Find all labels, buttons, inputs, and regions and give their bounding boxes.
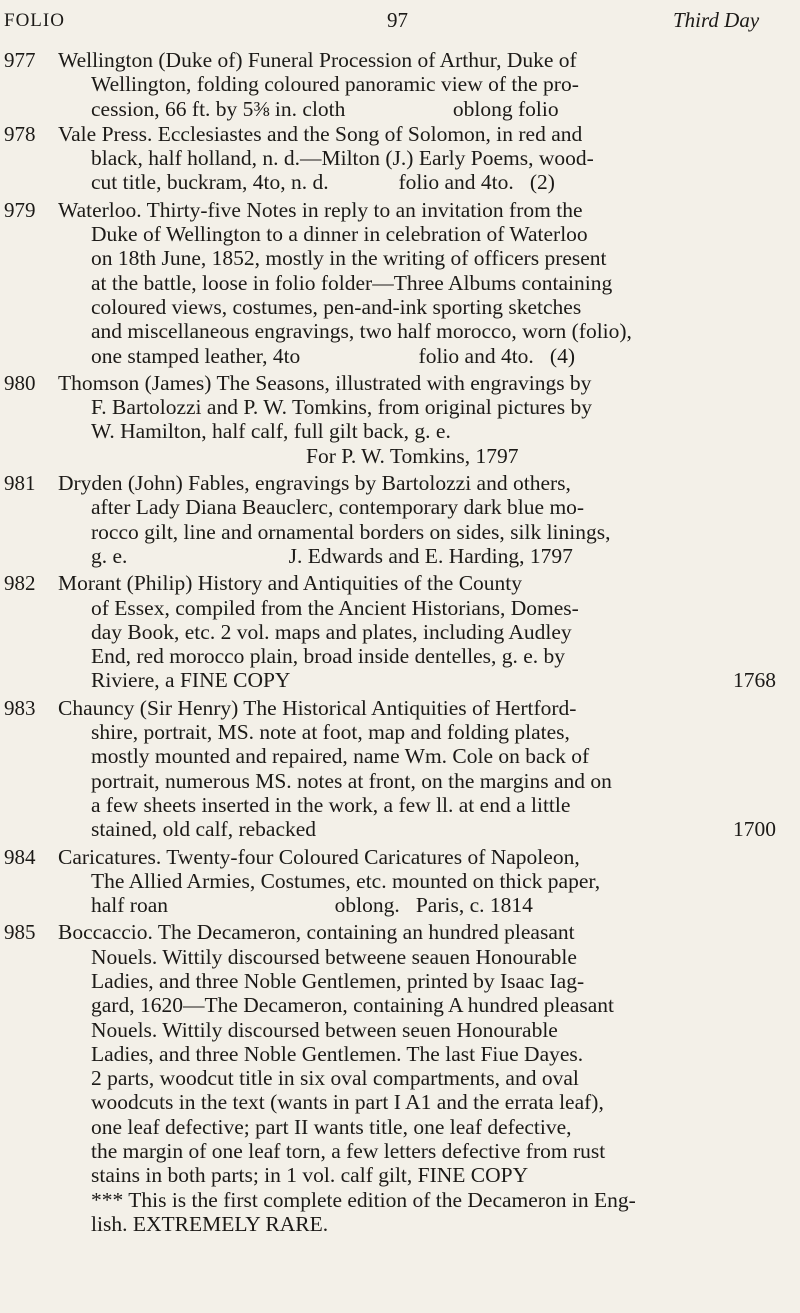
lot-line-row <box>58 817 780 841</box>
lot-line: Dryden (John) Fables, engravings by Bartolozzi and others, <box>58 471 571 496</box>
lot-line: cession, 66 ft. by 5⅜ in. cloth oblong folio <box>91 96 559 121</box>
lot-line: Thomson (James) The Seasons, illustrated with engravings by <box>58 370 592 395</box>
lot-description <box>58 48 780 121</box>
lot-line: g. e. J. Edwards and E. Harding, 1797 <box>91 543 573 568</box>
lot-date: 1768 <box>733 668 776 693</box>
lot-line: coloured views, costumes, pen-and-ink sporting sketches <box>91 294 582 319</box>
lot-description <box>58 571 780 692</box>
lot-entry <box>0 696 800 842</box>
lot-line: black, half holland, n. d.—Milton (J.) Early Poems, wood- <box>91 146 594 171</box>
lot-entry <box>0 198 800 368</box>
lot-description <box>58 471 780 568</box>
lot-entry <box>0 122 800 195</box>
lot-line: at the battle, loose in folio folder—Three Albums containing <box>91 270 613 295</box>
lot-number: 979 <box>4 197 36 222</box>
lot-line: The Allied Armies, Costumes, etc. mounted on thick paper, <box>91 868 601 893</box>
lot-line: For P. W. Tomkins, 1797 <box>91 443 519 468</box>
lot-entry <box>0 845 800 918</box>
lot-description <box>58 198 780 368</box>
lot-line: End, red morocco plain, broad inside dentelles, g. e. by <box>91 644 566 669</box>
lot-line: and miscellaneous engravings, two half morocco, worn (folio), <box>91 319 632 344</box>
lot-line: Duke of Wellington to a dinner in celebration of Waterloo <box>91 222 588 247</box>
lot-line: Chauncy (Sir Henry) The Historical Antiquities of Hertford- <box>58 695 577 720</box>
running-header <box>0 8 800 40</box>
lot-line: F. Bartolozzi and P. W. Tomkins, from original pictures by <box>91 395 592 420</box>
lot-line: 2 parts, woodcut title in six oval compartments, and oval <box>91 1066 579 1091</box>
lot-description <box>58 122 780 195</box>
lot-list <box>0 48 800 1239</box>
header-day: Third Day <box>673 8 760 32</box>
lot-line: gard, 1620—The Decameron, containing A hundred pleasant <box>91 993 615 1018</box>
lot-line: after Lady Diana Beauclerc, contemporary dark blue mo- <box>91 495 585 520</box>
lot-line: Vale Press. Ecclesiastes and the Song of Solomon, in red and <box>58 121 583 146</box>
lot-line-row <box>58 668 780 692</box>
lot-number: 977 <box>4 48 36 72</box>
lot-line: half roan oblong. Paris, c. 1814 <box>91 893 533 918</box>
lot-line: day Book, etc. 2 vol. maps and plates, including Audley <box>91 619 572 644</box>
lot-line: Caricatures. Twenty-four Coloured Caricatures of Napoleon, <box>58 844 580 869</box>
page-number: 97 <box>387 8 408 32</box>
lot-number: 978 <box>4 121 36 146</box>
lot-date: 1700 <box>733 817 776 842</box>
lot-line: lish. EXTREMELY RARE. <box>91 1211 329 1236</box>
lot-line: W. Hamilton, half calf, full gilt back, g. e. <box>91 419 451 444</box>
lot-description <box>58 696 780 842</box>
lot-line: Nouels. Wittily discoursed between seuen Honourable <box>91 1017 558 1042</box>
lot-entry <box>0 571 800 692</box>
lot-line: stained, old calf, rebacked <box>91 817 317 842</box>
lot-description <box>58 920 780 1236</box>
lot-line: cut title, buckram, 4to, n. d. folio and 4to. (2) <box>91 170 555 195</box>
lot-line: Boccaccio. The Decameron, containing an hundred pleasant <box>58 920 575 945</box>
lot-line: Ladies, and three Noble Gentlemen. The last Fiue Dayes. <box>91 1041 584 1066</box>
lot-line: one stamped leather, 4to folio and 4to. (4) <box>91 343 575 368</box>
lot-line: woodcuts in the text (wants in part I A1 and the errata leaf), <box>91 1090 604 1115</box>
lot-line: one leaf defective; part II wants title, one leaf defective, <box>91 1114 572 1139</box>
lot-line: Nouels. Wittily discoursed betweene seauen Honourable <box>91 944 577 969</box>
lot-line: the margin of one leaf torn, a few letters defective from rust <box>91 1139 606 1164</box>
lot-entry <box>0 471 800 568</box>
lot-line: stains in both parts; in 1 vol. calf gilt, FINE COPY <box>91 1163 529 1188</box>
lot-line: on 18th June, 1852, mostly in the writing of officers present <box>91 246 607 271</box>
lot-number: 980 <box>4 370 36 395</box>
lot-line: rocco gilt, line and ornamental borders on sides, silk linings, <box>91 519 611 544</box>
lot-line: portrait, numerous MS. notes at front, on the margins and on <box>91 768 612 793</box>
lot-line: Morant (Philip) History and Antiquities of the County <box>58 571 523 596</box>
lot-line: Waterloo. Thirty-five Notes in reply to an invitation from the <box>58 197 583 222</box>
header-folio: FOLIO <box>4 10 65 31</box>
lot-description <box>58 845 780 918</box>
lot-line: of Essex, compiled from the Ancient Historians, Domes- <box>91 595 579 620</box>
lot-entry <box>0 48 800 121</box>
lot-number: 982 <box>4 571 36 596</box>
lot-line: a few sheets inserted in the work, a few ll. at end a little <box>91 792 571 817</box>
lot-entry <box>0 371 800 468</box>
lot-line: Ladies, and three Noble Gentlemen, printed by Isaac Iag- <box>91 968 585 993</box>
lot-line: mostly mounted and repaired, name Wm. Cole on back of <box>91 744 590 769</box>
lot-number: 981 <box>4 471 36 496</box>
lot-line: shire, portrait, MS. note at foot, map and folding plates, <box>91 720 570 745</box>
lot-entry <box>0 920 800 1236</box>
lot-line: Riviere, a FINE COPY <box>91 668 291 693</box>
lot-number: 983 <box>4 695 36 720</box>
lot-line: Wellington (Duke of) Funeral Procession of Arthur, Duke of <box>58 48 577 72</box>
lot-line: *** This is the first complete edition of the Decameron in Eng- <box>91 1187 636 1212</box>
lot-line: Wellington, folding coloured panoramic view of the pro- <box>91 72 579 97</box>
lot-number: 985 <box>4 920 36 945</box>
lot-number: 984 <box>4 844 36 869</box>
lot-description <box>58 371 780 468</box>
